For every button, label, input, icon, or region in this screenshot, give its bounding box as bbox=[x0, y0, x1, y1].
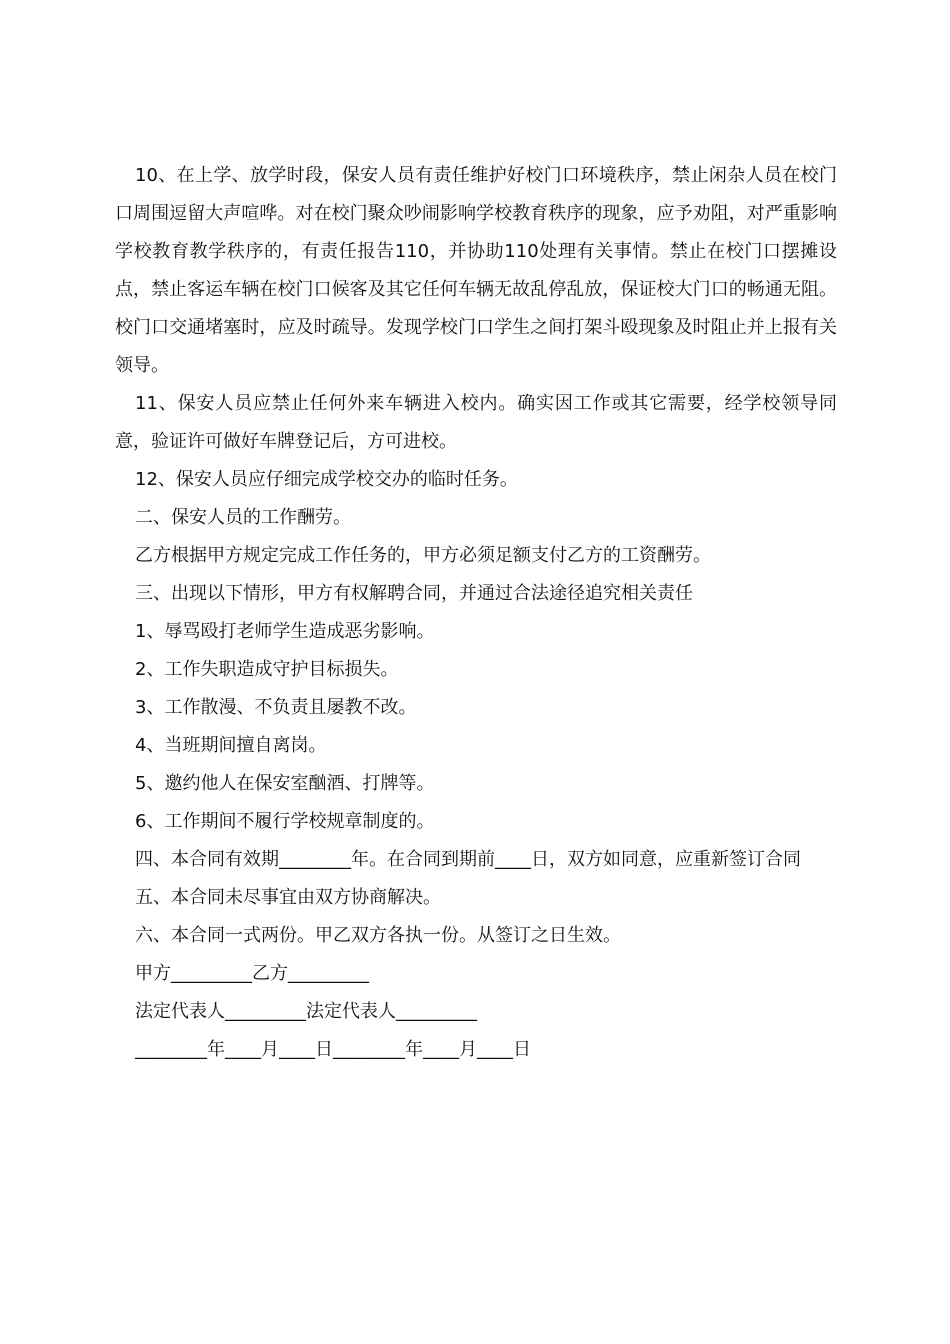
section-3-item-6: 6、工作期间不履行学校规章制度的。 bbox=[135, 811, 435, 832]
date-line: ________年____月____日________年____月____日 bbox=[135, 1039, 531, 1060]
section-6: 六、本合同一式两份。甲乙双方各执一份。从签订之日生效。 bbox=[135, 925, 621, 946]
party-signature-line: 甲方_________乙方_________ bbox=[135, 963, 369, 984]
section-3-item-5: 5、邀约他人在保安室酗酒、打牌等。 bbox=[135, 773, 435, 794]
section-3-heading: 三、出现以下情形，甲方有权解聘合同，并通过合法途径追究相关责任 bbox=[135, 583, 693, 604]
clause-10: 10、在上学、放学时段，保安人员有责任维护好校门口环境秩序，禁止闲杂人员在校门口周围逗留大声喧哗。对在校门聚众吵闹影响学校教育秩序的现象，应予劝阻，对严重影响学校教育教学秩序的，有责任报告110，并协助110处理有关事情。禁止在校门口摆摊设点，禁止客运车辆在校门口候客及其它任何车辆无故乱停乱放，保证校大门口的畅通无阻。校门口交通堵塞时，应及时疏导。发现学校门口学生之间打架斗殴现象及时阻止并上报有关领导。 bbox=[115, 165, 837, 376]
section-2-heading: 二、保安人员的工作酬劳。 bbox=[135, 507, 351, 528]
legal-representative-line: 法定代表人_________法定代表人_________ bbox=[135, 1001, 477, 1022]
section-2-text: 乙方根据甲方规定完成工作任务的，甲方必须足额支付乙方的工资酬劳。 bbox=[135, 545, 711, 566]
section-3-item-3: 3、工作散漫、不负责且屡教不改。 bbox=[135, 697, 417, 718]
clause-12: 12、保安人员应仔细完成学校交办的临时任务。 bbox=[135, 469, 518, 490]
section-4-term: 四、本合同有效期________年。在合同到期前____日，双方如同意，应重新签订合同 bbox=[135, 849, 801, 870]
section-3-item-2: 2、工作失职造成守护目标损失。 bbox=[135, 659, 399, 680]
section-3-item-4: 4、当班期间擅自离岗。 bbox=[135, 735, 327, 756]
section-3-item-1: 1、辱骂殴打老师学生造成恶劣影响。 bbox=[135, 621, 435, 642]
section-5: 五、本合同未尽事宜由双方协商解决。 bbox=[135, 887, 441, 908]
document-body bbox=[115, 157, 837, 1069]
clause-11: 11、保安人员应禁止任何外来车辆进入校内。确实因工作或其它需要，经学校领导同意，验证许可做好车牌登记后，方可进校。 bbox=[115, 393, 837, 452]
